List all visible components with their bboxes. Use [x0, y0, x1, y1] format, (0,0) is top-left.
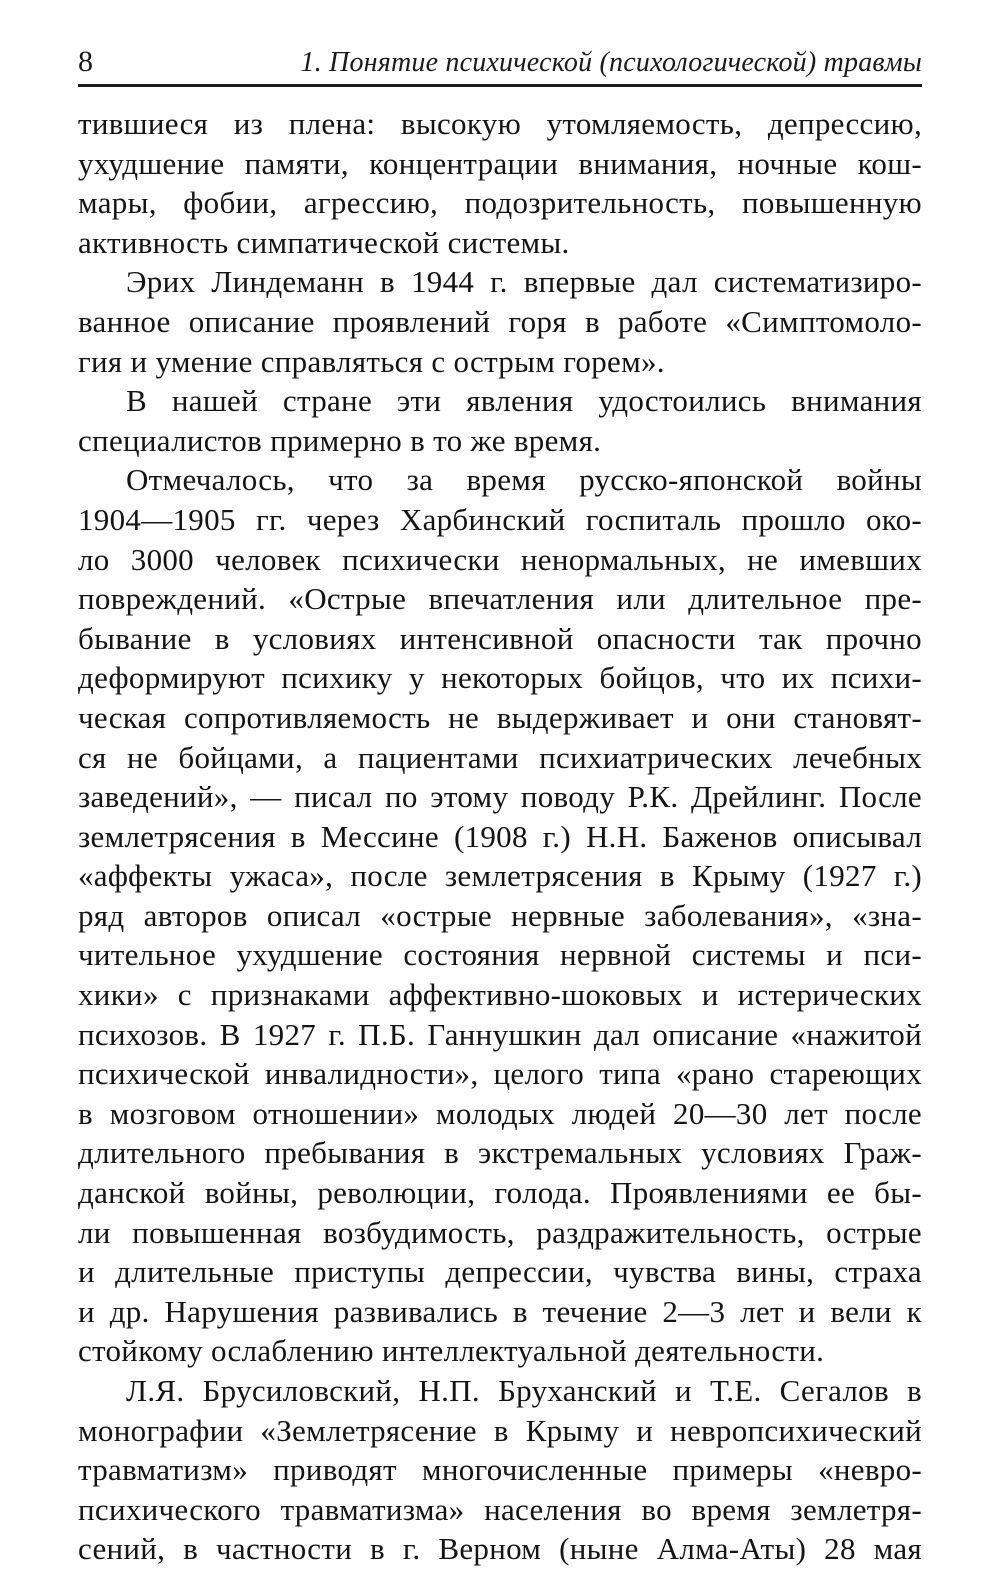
text-line: Л.Я. Брусиловский, Н.П. Бруханский и Т.Е. Сегалов в: [126, 1373, 922, 1408]
text-line: Эрих Линдеманн в 1944 г. впервые дал систематизиро-: [126, 264, 922, 300]
text-line: ванное описание проявлений горя в работе «Симптомоло-: [78, 303, 922, 339]
text-line: ряд авторов описал «острые нервные заболевания», «зна-: [78, 897, 922, 933]
text-line: заведений», — писал по этому поводу Р.К. Дрейлинг. После: [78, 779, 922, 815]
text-line: и др. Нарушения развивались в течение 2—3 лет и вели к: [78, 1293, 922, 1329]
text-line: стойкому ослаблению интеллектуальной деятельности.: [78, 1333, 825, 1369]
text-line: деформируют психику у некоторых бойцов, что их психи-: [78, 660, 922, 696]
text-line: данской войны, революции, голода. Проявлениями ее бы-: [78, 1175, 922, 1211]
text-line: 1904—1905 гг. через Харбинский госпиталь прошло око-: [78, 501, 922, 537]
text-line: бывание в условиях интенсивной опасности так прочно: [78, 620, 922, 656]
text-line: и длительные приступы депрессии, чувства вины, страха: [78, 1254, 922, 1290]
text-line: длительного пребывания в экстремальных условиях Граж-: [78, 1135, 922, 1171]
text-line: сений, в частности в г. Верном (ныне Алма-Аты) 28 мая: [78, 1531, 922, 1567]
running-header: [78, 40, 922, 87]
text-line: монографии «Землетрясение в Крыму и невропсихический: [78, 1412, 922, 1448]
text-line: активность симпатической системы.: [78, 224, 570, 260]
body-text: [78, 104, 922, 1569]
text-line: ухудшение памяти, концентрации внимания, ночные кош-: [78, 145, 922, 181]
text-line: ли повышенная возбудимость, раздражительность, острые: [78, 1214, 922, 1250]
text-line: «аффекты ужаса», после землетрясения в Крыму (1927 г.): [78, 858, 922, 894]
text-line: психозов. В 1927 г. П.Б. Ганнушкин дал описание «нажитой: [78, 1016, 922, 1052]
text-line: психической инвалидности», целого типа «рано стареющих: [78, 1056, 922, 1092]
text-line: ся не бойцами, а пациентами психиатрических лечебных: [78, 739, 922, 775]
text-line: гия и умение справляться с острым горем».: [78, 343, 665, 379]
text-line: В нашей стране эти явления удостоились внимания: [126, 383, 922, 419]
text-line: ло 3000 человек психически ненормальных, не имевших: [78, 541, 922, 577]
text-line: специалистов примерно в то же время.: [78, 422, 602, 458]
text-line: чительное ухудшение состояния нервной системы и пси-: [78, 937, 922, 973]
text-line: в мозговом отношении» молодых людей 20—30 лет после: [78, 1095, 922, 1131]
text-line: хики» с признаками аффективно-шоковых и истерических: [78, 977, 922, 1013]
text-line: землетрясения в Мессине (1908 г.) Н.Н. Баженов описывал: [78, 818, 922, 854]
text-line: ческая сопротивляемость не выдерживает и они становят-: [78, 699, 922, 735]
text-line: психического травматизма» населения во время землетря-: [78, 1491, 922, 1527]
page-number: 8: [78, 45, 93, 78]
text-line: повреждений. «Острые впечатления или длительное пре-: [78, 581, 922, 617]
running-title: 1. Понятие психической (психологической) травмы: [300, 47, 922, 78]
text-line: тившиеся из плена: высокую утомляемость, депрессию,: [78, 106, 922, 141]
text-line: травматизм» приводят многочисленные примеры «невро-: [78, 1452, 922, 1488]
text-line: Отмечалось, что за время русско-японской войны: [126, 462, 922, 498]
text-line: мары, фобии, агрессию, подозрительность, повышенную: [78, 185, 922, 221]
